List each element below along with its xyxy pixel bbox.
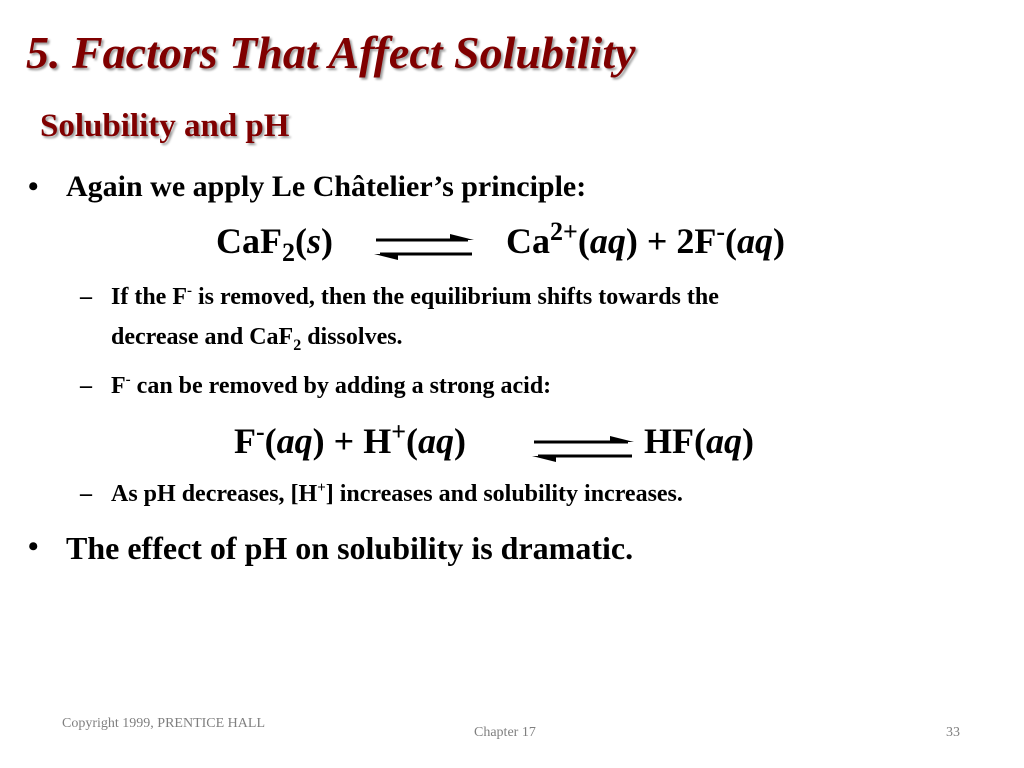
equation-2-left: F-(aq) + H+(aq) <box>234 417 467 461</box>
dash-marker: – <box>80 481 92 507</box>
dash-marker: – <box>80 373 92 399</box>
equation-2-right: HF(aq) <box>644 421 754 461</box>
equilibrium-arrow-1 <box>370 232 478 262</box>
equation-1-right: $Ca^{2+}(aq) + 2F^-(aq)$ <box>506 217 786 261</box>
sub-bullet-1-line-2: decrease and CaF$_2$ dissolves. <box>111 324 403 354</box>
bullet-1-text: Again we apply Le Châtelier’s principle: <box>66 170 587 203</box>
sub-bullet-3: As pH decreases, [H+] increases and solubility increases. <box>111 480 683 507</box>
footer-chapter: Chapter 17 <box>474 725 536 740</box>
equilibrium-arrow-2 <box>528 434 638 464</box>
sub-bullet-1-line-1: If the F- is removed, then the equilibrium shifts towards the <box>111 283 719 310</box>
dash-marker: – <box>80 284 92 310</box>
equation-1-left: CaF$_2$(s) <box>216 221 334 268</box>
sub-bullet-2: F- can be removed by adding a strong acid: <box>111 372 552 399</box>
bullet-2-text: The effect of pH on solubility is dramatic. <box>66 530 634 566</box>
slide-title: 5. Factors That Affect Solubility <box>26 27 636 78</box>
footer-copyright: Copyright 1999, PRENTICE HALL <box>62 716 265 731</box>
footer-page-number: 33 <box>946 725 960 740</box>
slide-subtitle: Solubility and pH <box>40 108 290 144</box>
bullet-marker: • <box>28 530 39 563</box>
bullet-marker: • <box>28 170 39 203</box>
